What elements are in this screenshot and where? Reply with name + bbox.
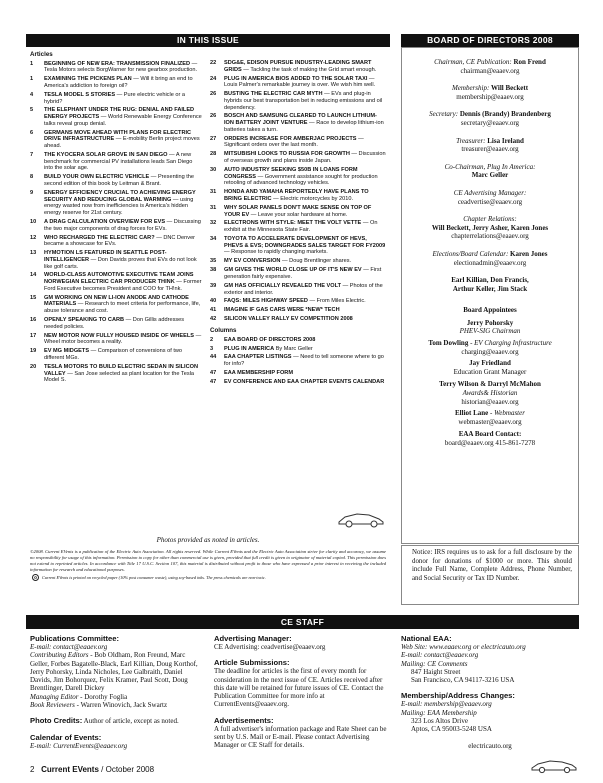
cochair-name: Marc Geller bbox=[471, 171, 509, 180]
national-eaa-address-2: San Francisco, CA 94117-3216 USA bbox=[411, 676, 515, 685]
board-of-directors-panel bbox=[401, 47, 579, 544]
toc-entry-title: NEW MOTOR NOW FULLY HOUSED INSIDE OF WHEELS bbox=[44, 332, 195, 339]
toc-page-number: 24 bbox=[210, 75, 217, 82]
page-footer bbox=[30, 765, 154, 774]
membership-address-1: 323 Los Altos Drive bbox=[411, 717, 468, 726]
dowling-name: Tom Dowling bbox=[428, 339, 469, 348]
treasurer-name: Lisa Ireland bbox=[487, 136, 524, 145]
toc-entry[interactable] bbox=[210, 236, 386, 256]
toc-left-column bbox=[30, 52, 202, 386]
toc-page-number: 19 bbox=[30, 348, 37, 355]
toc-entry-description: — Will it bring an end to America's addiction to foreign oil? bbox=[44, 76, 193, 89]
toc-page-number: 27 bbox=[210, 135, 217, 142]
toc-entry-description: — Photos of the exterior and interior. bbox=[224, 282, 383, 296]
toc-page-number: 34 bbox=[210, 236, 217, 243]
toc-entry-description: — Wheel motor becomes a reality. bbox=[44, 332, 202, 346]
toc-entry-title: THE ELEPHANT UNDER THE RUG: DENIAL AND FAILED ENERGY PROJECTS bbox=[44, 107, 195, 121]
toc-page-number: 2 bbox=[210, 336, 214, 343]
toc-page-number: 41 bbox=[210, 307, 217, 314]
toc-entry[interactable] bbox=[30, 152, 202, 172]
toc-page-number: 44 bbox=[210, 354, 217, 361]
toc-entry[interactable] bbox=[30, 130, 202, 150]
toc-entry[interactable] bbox=[210, 354, 386, 367]
toc-entry-title: TOYOTA TO ACCELERATE DEVELOPMENT OF HEVS, PHEVS & EVS; DOWNGRADES SALES TARGET FOR FY2009 bbox=[224, 236, 386, 249]
toc-right-list bbox=[210, 60, 386, 323]
photo-credits-title: Photo Credits: bbox=[30, 716, 83, 726]
toc-entry[interactable] bbox=[210, 298, 386, 305]
toc-page-number: 39 bbox=[210, 282, 217, 289]
toc-entry[interactable] bbox=[210, 258, 386, 265]
national-eaa-email[interactable]: E-mail: contact@eaaev.org bbox=[401, 651, 479, 660]
car-icon bbox=[337, 510, 385, 528]
toc-entry-title: EV MG MIDGETS bbox=[44, 348, 90, 355]
toc-entry[interactable] bbox=[210, 379, 386, 386]
toc-entry-description: — A new benchmark for commercial PV installations leads San Diego into the solar age. bbox=[44, 152, 193, 172]
toc-entry-description: — Need to tell someone where to go for info? bbox=[224, 354, 384, 368]
membership-email[interactable]: membership@eaaev.org bbox=[456, 92, 524, 101]
toc-page-number: 3 bbox=[210, 345, 214, 352]
toc-entry-description: — Louis Palmer's remarkable journey is over. We wish him well. bbox=[224, 75, 376, 89]
board-contact-line[interactable]: board@eaaev.org 415-861-7278 bbox=[444, 439, 536, 447]
toc-entry-description: — Race to develop lithium-ion batteries takes a turn. bbox=[224, 120, 384, 133]
toc-entry-title: GM HAS OFFICIALLY REVEALED THE VOLT bbox=[224, 282, 342, 289]
toc-entry-title: ORDERS INCREASE FOR AMBERJAC PROJECTS bbox=[224, 135, 357, 142]
toc-page-number: 28 bbox=[210, 151, 217, 158]
toc-entry-description: — Doug Brentlinger shares. bbox=[280, 258, 352, 265]
toc-entry-title: FAQS: MILES HIGHWAY SPEED bbox=[224, 298, 308, 305]
contributing-editors-names: - Bob Oldham, Ron Freund, Marc Geller, Forbes Bagatelle-Black, Earl Killian, Doug Korthof, Jerry Pohorsky, Linda Nicholes, Lee Galbraith, Daniel Davids, Jim Bohorquez, Felix Kramer, Paul Scott, Doug Brentlinger, Darell Dickey bbox=[30, 651, 198, 693]
toc-entry-title: OPENLY SPEAKING TO CARB bbox=[44, 317, 125, 324]
pohorsky-name: Jerry Pohorsky bbox=[466, 318, 514, 327]
toc-entry-title: HONDA AND YAMAHA REPORTEDLY HAVE PLANS TO BRING ELECTRIC bbox=[224, 189, 369, 202]
toc-entry-description: — Government assistance sought for production retooling of advanced technology vehicles. bbox=[224, 173, 378, 187]
toc-entry[interactable] bbox=[210, 167, 386, 187]
toc-page-number: 17 bbox=[30, 332, 37, 339]
toc-entry-description: — Tesla Motors selects BorgWarner for new gearbox production. bbox=[44, 60, 198, 74]
toc-entry-title: EAA MEMBERSHIP FORM bbox=[224, 369, 293, 376]
friedland-name: Jay Friedland bbox=[469, 359, 511, 368]
toc-entry[interactable] bbox=[30, 333, 202, 346]
toc-entry[interactable] bbox=[210, 113, 386, 133]
toc-entry-description: — Discussing the two major components of drag forces for EVs. bbox=[44, 218, 201, 232]
toc-entry-title: THE KYOCERA SOLAR GROVE IN SAN DIEGO bbox=[44, 152, 168, 159]
toc-entry-title: BOSCH AND SAMSUNG CLEARED TO LAUNCH LITHIUM-ION BATTERY JOINT VENTURE bbox=[224, 113, 377, 127]
toc-page-number: 5 bbox=[30, 107, 34, 114]
wilson-mcmahon-role: Awards& Historian bbox=[462, 389, 518, 398]
toc-entry-description: — San Jose selected as plant location for the Tesla Model S. bbox=[44, 370, 194, 384]
board-members-line1: Earl Killian, Don Francis, bbox=[451, 276, 529, 285]
toc-entry-title: WHY SOLAR PANELS DON'T MAKE SENSE ON TOP OF YOUR EV bbox=[224, 204, 372, 218]
issue-date: / October 2008 bbox=[98, 765, 155, 774]
toc-entry-description: — On exhibit at the Minnesota State Fair. bbox=[224, 220, 378, 234]
ce-staff-header: CE STAFF bbox=[26, 615, 579, 629]
toc-left-list bbox=[30, 61, 202, 384]
toc-entry-title: TESLA MODEL S STORIES bbox=[44, 91, 116, 98]
dowling-role: - EV Charging Infrastructure bbox=[468, 339, 552, 348]
photos-note: Photos provided as noted in articles. bbox=[156, 536, 260, 544]
membership-changes-title: Membership/Address Changes: bbox=[401, 691, 515, 701]
advertising-manager-text[interactable]: CE Advertising: ceadvertise@eaaev.org bbox=[214, 643, 326, 651]
toc-entry-description: — Electric motorcycles by 2010. bbox=[271, 195, 353, 202]
contributing-editors-label: Contributing Editors bbox=[30, 651, 89, 660]
in-this-issue-header: IN THIS ISSUE bbox=[26, 34, 390, 47]
toc-entry[interactable] bbox=[210, 307, 386, 314]
advertisements-text: A full advertiser's information package and Rate Sheet can be sent by U.S. Mail or E-mail. Please contact Advertising Manager or CE Staff for details. bbox=[214, 724, 387, 750]
chapter-relations-names: Will Beckett, Jerry Asher, Karen Jones bbox=[431, 223, 549, 232]
columns-label: Columns bbox=[210, 326, 237, 334]
toc-entry[interactable] bbox=[30, 348, 202, 361]
irs-notice: Notice: IRS requires us to ask for a full disclosure by the donor for donations of $1000 or more. This should include Full Name, Complete Address, Phone Number, and Social Security or Tax ID Number. bbox=[401, 545, 579, 605]
board-contact-title: EAA Board Contact: bbox=[458, 430, 522, 439]
lane-role: - Webmaster bbox=[488, 409, 525, 418]
toc-entry-title: EV CONFERENCE AND EAA CHAPTER EVENTS CALENDAR bbox=[224, 378, 385, 385]
managing-editor-label: Managing Editor bbox=[30, 692, 79, 701]
publications-committee-title: Publications Committee: bbox=[30, 634, 120, 643]
toc-entry-description: — Presenting the second edition of this book by Leitman & Brant. bbox=[44, 174, 195, 188]
toc-page-number: 20 bbox=[30, 363, 37, 370]
board-header: BOARD OF DIRECTORS 2008 bbox=[401, 34, 579, 47]
toc-entry-description: — E-mobility Berlin project moves ahead. bbox=[44, 136, 200, 150]
toc-entry[interactable] bbox=[210, 189, 386, 202]
recycled-paper-text: Current EVents is printed on recycled paper (10% post consumer waste), using soy-based inks. The press chemicals are non-toxic. bbox=[42, 574, 266, 580]
managing-editor-name: - Dorothy Foglia bbox=[78, 692, 128, 701]
toc-entry-description: — World Renewable Energy Conference talks reveal group denial. bbox=[44, 114, 202, 127]
page-number: 2 bbox=[30, 765, 35, 774]
recycle-icon: ♻ bbox=[33, 575, 38, 580]
chair-name: Ron Frend bbox=[513, 58, 546, 66]
toc-page-number: 4 bbox=[30, 91, 34, 98]
toc-entry-description: — Former Ford Executive becomes President and COO for TH!nk. bbox=[44, 279, 202, 292]
toc-entry-description: — Pure electric vehicle or a hybrid? bbox=[44, 91, 186, 105]
toc-page-number: 10 bbox=[30, 218, 37, 225]
toc-entry-title: TESLA MOTORS TO BUILD ELECTRIC SEDAN IN SILICON VALLEY bbox=[44, 363, 199, 377]
lane-name: Elliot Lane bbox=[455, 409, 489, 418]
advertising-manager-title: Advertising Manager: bbox=[214, 634, 292, 643]
toc-entry-description: — Leave your solar hardware at home. bbox=[249, 211, 348, 218]
toc-entry[interactable] bbox=[30, 107, 202, 127]
toc-entry-title: ENERGY EFFICIENCY CRUCIAL TO ACHIEVING ENERGY SECURITY AND REDUCING GLOBAL WARMING bbox=[44, 189, 196, 203]
toc-entry-description: — From Miles Electric. bbox=[307, 298, 366, 305]
treasurer-email[interactable]: treasurer@eaaev.org bbox=[461, 145, 519, 154]
dowling-email[interactable]: charging@eaaev.org bbox=[461, 347, 519, 356]
car-icon bbox=[530, 758, 578, 774]
toc-page-number: 32 bbox=[210, 220, 217, 227]
publications-email[interactable]: E-mail: contact@eaaev.org bbox=[30, 643, 108, 651]
calendar-title: Calendar of Events: bbox=[30, 732, 102, 742]
toc-entry-title: PLUG IN AMERICA bbox=[224, 345, 275, 352]
chair-title: Chairman, CE Publication: bbox=[434, 58, 512, 66]
toc-entry-title: GERMANS MOVE AHEAD WITH PLANS FOR ELECTRIC DRIVE INFRASTRUCTURE bbox=[44, 129, 192, 143]
toc-entry-description: — First generation fairly expensive. bbox=[224, 267, 382, 280]
membership-title: Membership: bbox=[451, 84, 490, 93]
toc-entry[interactable] bbox=[210, 267, 386, 280]
toc-entry-title: AUTO INDUSTRY SEEKING $50B IN LOANS FORM CONGRESS bbox=[224, 166, 358, 180]
toc-entry[interactable] bbox=[30, 219, 202, 232]
toc-entry-title: PLUG IN AMERICA BIOS ADDED TO THE SOLAR TAXI bbox=[224, 75, 368, 82]
toc-entry-title: IMAGINE IF GAS CARS WERE *NEW* TECH bbox=[224, 307, 340, 314]
toc-columns-list bbox=[210, 337, 386, 386]
toc-page-number: 30 bbox=[210, 166, 217, 173]
elections-title: Elections/Board Calendar: bbox=[432, 249, 509, 258]
toc-page-number: 35 bbox=[210, 258, 217, 265]
board-members-line2: Arthur Keller, Jim Stack bbox=[452, 284, 528, 293]
article-submissions-text: The deadline for articles is the first of every month for consideration in the next issue of CE. Articles received after this date will be retained for future issues of CE. Contact the Publication Committee for more info at CurrentEvents@eaaev.org. bbox=[214, 667, 384, 709]
chair-email[interactable]: chairman@eaaev.org bbox=[460, 66, 520, 75]
toc-entry[interactable] bbox=[210, 337, 386, 344]
toc-right-column bbox=[210, 60, 386, 388]
staff-column-2 bbox=[214, 634, 389, 750]
toc-entry[interactable] bbox=[210, 220, 386, 233]
toc-entry-description: — Don Davids proves that EVs do not look like golf carts. bbox=[44, 256, 197, 270]
toc-entry-description: — Don Gillis addresses needed policies. bbox=[44, 317, 185, 330]
toc-entry[interactable] bbox=[30, 364, 202, 384]
toc-entry-title: MY EV CONVERSION bbox=[224, 258, 281, 265]
toc-page-number: 6 bbox=[30, 129, 34, 136]
toc-entry-title: EAA CHAPTER LISTINGS bbox=[224, 354, 292, 361]
toc-entry-title: WHO RECHARGED THE ELECTRIC CAR? bbox=[44, 234, 155, 241]
toc-entry[interactable] bbox=[30, 61, 202, 74]
toc-entry-title: WORLD-CLASS AUTOMOTIVE EXECUTIVE TEAM JOINS NORWEGIAN ELECTRIC CAR PRODUCER THINK bbox=[44, 272, 194, 286]
toc-entry-title: BEGINNING OF NEW ERA: TRANSMISSION FINALIZED bbox=[44, 60, 191, 67]
toc-entry-description: — Tackling the task of making the Grid smart enough. bbox=[241, 66, 377, 73]
toc-entry-title: SDG&E, EDISON PURSUE INDUSTRY-LEADING SMART GRIDS bbox=[224, 60, 372, 73]
toc-entry[interactable] bbox=[30, 317, 202, 330]
toc-entry-description: — Comparison of conversions of two different MGs. bbox=[44, 348, 183, 361]
toc-entry[interactable] bbox=[210, 76, 386, 89]
ad-manager-title: CE Advertising Manager: bbox=[453, 188, 527, 197]
chapter-relations-email[interactable]: chapterrelations@eaaev.org bbox=[451, 232, 529, 241]
chapter-relations-title: Chapter Relations: bbox=[463, 215, 517, 224]
toc-entry-title: SILICON VALLEY RALLY EV COMPETITION 2008 bbox=[224, 316, 353, 323]
toc-entry-description: By Marc Geller bbox=[274, 345, 313, 352]
membership-changes-email[interactable]: E-mail: membership@eaaev.org bbox=[401, 700, 492, 709]
historian-email[interactable]: historian@eaaev.org bbox=[461, 397, 519, 406]
secretary-title: Secretary: bbox=[429, 110, 459, 119]
toc-entry[interactable] bbox=[30, 190, 202, 217]
staff-column-1 bbox=[30, 634, 205, 750]
toc-entry-title: A DRAG CALCULATION OVERVIEW FOR EVS bbox=[44, 218, 166, 225]
cochair-title: Co-Chairman, Plug In America: bbox=[444, 162, 536, 171]
national-eaa-mailing: Mailing: CE Comments bbox=[401, 659, 468, 668]
national-eaa-address-1: 847 Haight Street bbox=[411, 667, 461, 676]
toc-entry-description: — Significant orders over the last month. bbox=[224, 135, 364, 149]
toc-entry-title: BUSTING THE ELECTRIC CAR MYTH bbox=[224, 91, 323, 98]
publication-name: Current EVents bbox=[41, 765, 99, 774]
toc-page-number: 7 bbox=[30, 152, 34, 159]
toc-entry[interactable] bbox=[30, 235, 202, 248]
toc-entry[interactable] bbox=[210, 136, 386, 149]
toc-entry-title: BUILD YOUR OWN ELECTRIC VEHICLE bbox=[44, 174, 150, 181]
toc-entry[interactable] bbox=[210, 205, 386, 218]
recycled-paper-note bbox=[32, 574, 388, 581]
copyright-notice: ©2008. Current EVents is a publication of the Electric Auto Association. All rights reserved. While Current EVents and the Electric Auto Association strive for clarity and accuracy, we assume no responsibility for usage of this information. Permission to copy for other than commercial use is given, provided that full credit is given to originator of material copied. This permission does not extend to reprinted articles. In accordance with Title 17 U.S.C. Section 107, this material is distributed without profit to those who have expressed a prior interest in receiving the included information for research and educational purposes. bbox=[30, 549, 386, 573]
calendar-email[interactable]: E-mail: CurrentEvents@eaaev.org bbox=[30, 741, 128, 750]
toc-page-number: 9 bbox=[30, 189, 34, 196]
toc-page-number: 26 bbox=[210, 91, 217, 98]
national-eaa-title: National EAA: bbox=[401, 634, 452, 643]
national-eaa-website[interactable]: Web Site: www.eaaev.org or electricauto.org bbox=[401, 643, 526, 651]
toc-page-number: 42 bbox=[210, 316, 217, 323]
elections-name: Karen Jones bbox=[510, 249, 548, 258]
toc-entry[interactable] bbox=[210, 316, 386, 323]
toc-entry-description: — DNC Denver became a showcase for EVs. bbox=[44, 234, 196, 248]
toc-page-number: 1 bbox=[30, 76, 34, 83]
toc-page-number: 47 bbox=[210, 378, 217, 385]
friedland-role: Education Grant Manager bbox=[453, 367, 527, 376]
book-reviewers-names: - Warren Winovich, Jack Swartz bbox=[74, 701, 168, 710]
toc-entry-description: — using energy wasted now from inefficiencies is America's hidden energy reserve for 21st century. bbox=[44, 196, 194, 217]
toc-entry[interactable] bbox=[210, 346, 386, 353]
toc-entry-title: ELECTRONS WITH STYLE: MEET THE VOLT VETTE bbox=[224, 220, 362, 227]
toc-page-number: 31 bbox=[210, 204, 217, 211]
toc-entry-title: GM WORKING ON NEW LI-ION ANODE AND CATHODE MATERIALS bbox=[44, 294, 189, 308]
secretary-email[interactable]: secretary@eaaev.org bbox=[460, 118, 520, 127]
toc-page-number: 1 bbox=[30, 60, 34, 67]
toc-page-number: 26 bbox=[210, 113, 217, 120]
book-reviewers-label: Book Reviewers bbox=[30, 701, 75, 710]
wilson-mcmahon-names: Terry Wilson & Darryl McMahon bbox=[439, 380, 541, 389]
pohorsky-role: PHEV-SIG Chairman bbox=[459, 327, 521, 336]
secretary-name: Dennis (Brandy) Brandenberg bbox=[459, 110, 551, 119]
ad-manager-email[interactable]: ceadvertise@eaaev.org bbox=[457, 197, 523, 206]
toc-entry-description: — Research to meet criteria for performance, life, abuse tolerance and cost. bbox=[44, 301, 201, 315]
toc-entry-description: — Response to rapidly changing markets. bbox=[224, 249, 328, 256]
toc-page-number: 31 bbox=[210, 189, 217, 196]
toc-entry[interactable] bbox=[30, 76, 202, 89]
toc-entry[interactable] bbox=[210, 151, 386, 164]
toc-entry[interactable] bbox=[30, 272, 202, 292]
toc-entry-description: — Discussion of overseas growth and plans inside Japan. bbox=[224, 151, 386, 165]
site-url[interactable]: electricauto.org bbox=[468, 741, 512, 750]
toc-entry[interactable] bbox=[210, 91, 386, 111]
photo-credits-text: Author of article, except as noted. bbox=[82, 717, 179, 726]
toc-entry-title: EXAMINING THE PICKENS PLAN bbox=[44, 76, 132, 83]
articles-label: Articles bbox=[30, 51, 53, 58]
toc-page-number: 16 bbox=[30, 317, 37, 324]
membership-address-2: Aptos, CA 95003-5248 USA bbox=[411, 725, 492, 734]
toc-entry[interactable] bbox=[30, 92, 202, 105]
toc-page-number: 14 bbox=[30, 272, 37, 279]
toc-entry[interactable] bbox=[30, 174, 202, 187]
toc-page-number: 38 bbox=[210, 267, 217, 274]
toc-entry-description: — EVs and plug-in hybrids our best transportation bet in reducing emissions and oil dependency. bbox=[224, 91, 383, 111]
article-submissions-title: Article Submissions: bbox=[214, 658, 290, 668]
membership-changes-mailing: Mailing: EAA Membership bbox=[401, 708, 477, 717]
board-appointees-title: Board Appointees bbox=[463, 306, 517, 315]
membership-name: Will Beckett bbox=[491, 84, 529, 93]
toc-page-number: 40 bbox=[210, 298, 217, 305]
toc-page-number: 13 bbox=[30, 250, 37, 257]
toc-page-number: 8 bbox=[30, 174, 34, 181]
toc-entry[interactable] bbox=[210, 60, 386, 73]
toc-page-number: 15 bbox=[30, 294, 37, 301]
staff-column-3 bbox=[401, 634, 579, 750]
webmaster-email[interactable]: webmaster@eaaev.org bbox=[458, 417, 522, 426]
toc-entry[interactable] bbox=[210, 370, 386, 377]
toc-entry-title: MITSUBISHI LOOKS TO RUSSIA FOR GROWTH bbox=[224, 151, 350, 158]
toc-entry-title: EAA BOARD OF DIRECTORS 2008 bbox=[224, 336, 316, 343]
treasurer-title: Treasurer: bbox=[456, 136, 486, 145]
toc-entry[interactable] bbox=[210, 283, 386, 296]
toc-entry-title: HYMOTION LS FEATURED IN SEATTLE POST-INTELLIGENCER bbox=[44, 250, 167, 263]
toc-page-number: 12 bbox=[30, 234, 37, 241]
advertisements-title: Advertisements: bbox=[214, 715, 274, 725]
toc-entry-title: GM GIVES THE WORLD CLOSE UP OF IT'S NEW EV bbox=[224, 267, 362, 274]
toc-entry[interactable] bbox=[30, 295, 202, 315]
toc-page-number: 47 bbox=[210, 369, 217, 376]
elections-email[interactable]: electionadmin@eaaev.org bbox=[453, 258, 527, 267]
toc-page-number: 22 bbox=[210, 60, 217, 66]
toc-entry[interactable] bbox=[30, 250, 202, 270]
